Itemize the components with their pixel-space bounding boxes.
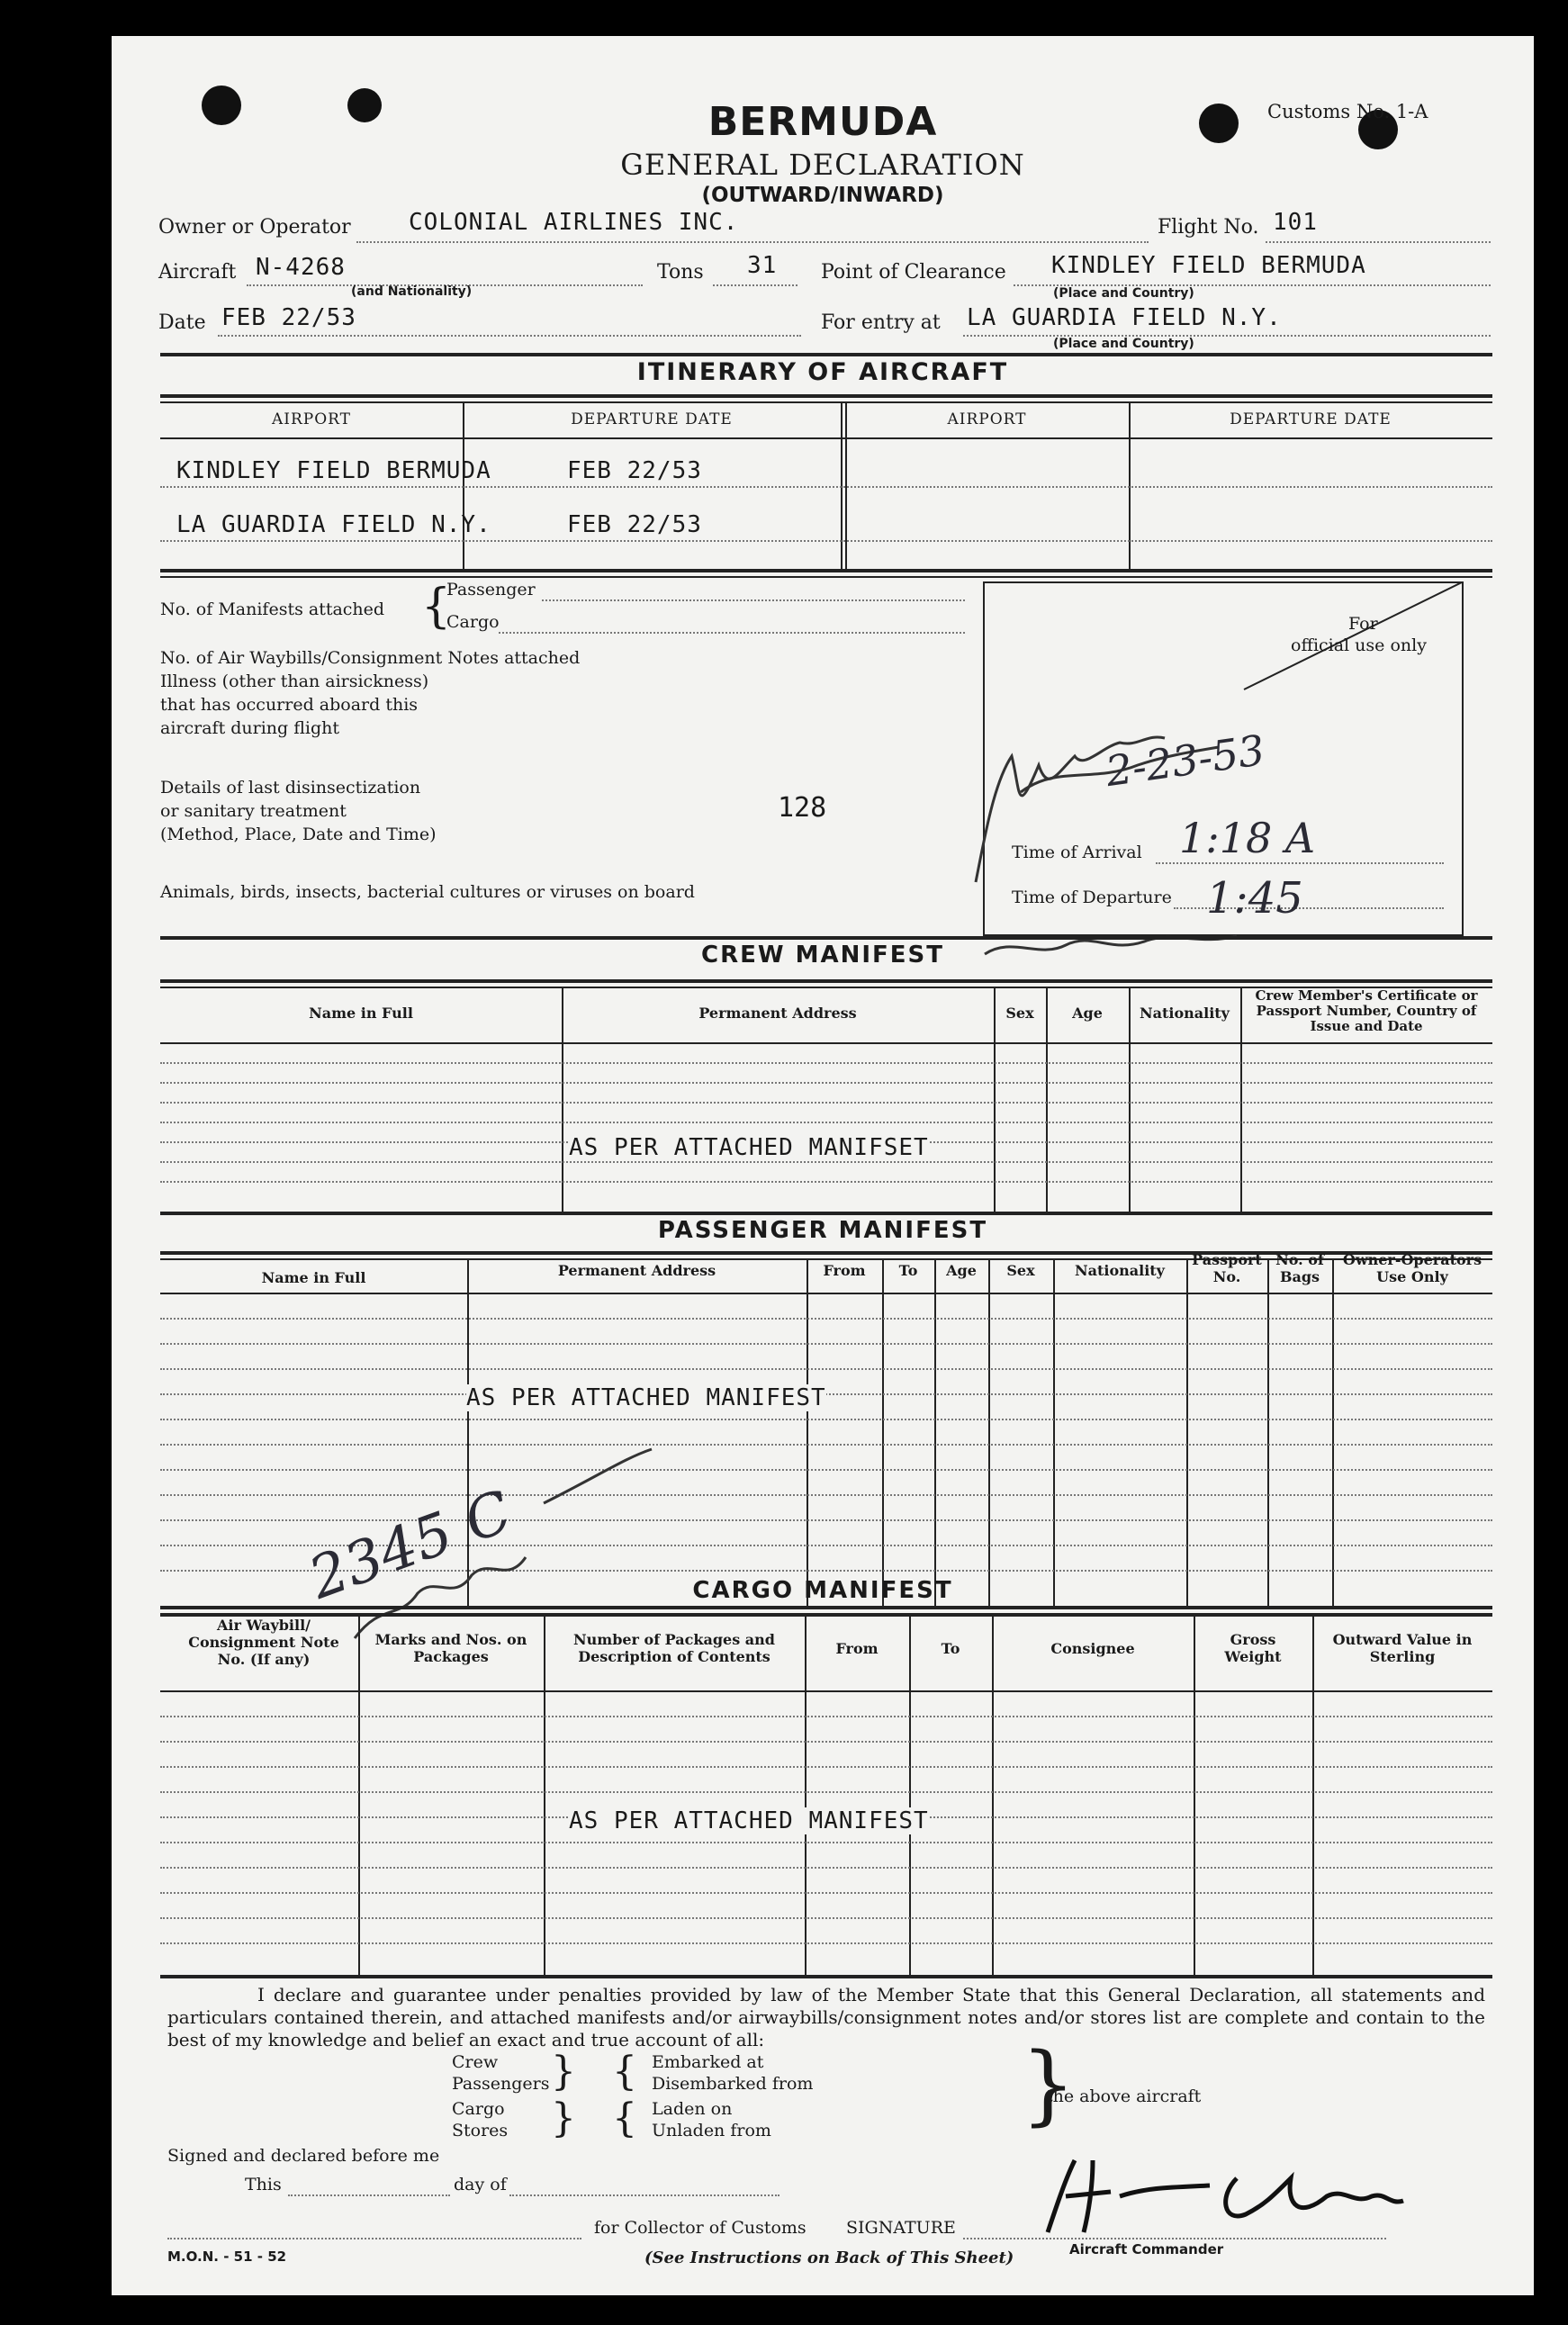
passenger-label: Passenger — [446, 580, 536, 599]
flight-label: Flight No. — [1158, 216, 1259, 239]
itinerary-line — [160, 540, 1492, 542]
disinsect-label: Details of last disinsectization — [160, 778, 421, 798]
crew-line — [160, 1102, 1492, 1104]
passenger-divider — [988, 1258, 990, 1606]
declaration-embarked: Embarked at — [652, 2052, 764, 2072]
brace: } — [551, 2049, 576, 2095]
declaration-text: I declare and guarantee under penalties provided by law of the Member State that this General Declaration, all statements and particulars contained therein, and attached manifests and/or airwaybills/consignment notes and/or stores list are complete and contain to the best of my knowledge and belief an exact and true account of all: — [167, 1984, 1485, 2050]
form-title: BERMUDA — [707, 99, 938, 145]
itinerary-divider — [841, 401, 843, 569]
this-line — [288, 2194, 450, 2196]
itinerary-top-rule — [160, 353, 1492, 356]
cargo-line — [160, 1741, 1492, 1743]
cargo-line — [499, 632, 965, 634]
cargo-divider — [992, 1613, 994, 1975]
passenger-col-sex: Sex — [1006, 1262, 1035, 1279]
day-of-label: day of — [454, 2175, 507, 2194]
waybills-label: No. of Air Waybills/Consignment Notes attached — [160, 648, 581, 668]
passenger-note: AS PER ATTACHED MANIFEST — [466, 1384, 826, 1411]
brace: { — [612, 2049, 637, 2095]
crew-note: AS PER ATTACHED MANIFSET — [569, 1134, 929, 1161]
passenger-col-age: Age — [946, 1262, 977, 1279]
day-of-line — [509, 2194, 779, 2196]
disinsect-value: 128 — [778, 792, 827, 824]
passenger-col-owner: Owner-Operators Use Only — [1342, 1251, 1482, 1285]
date-line — [218, 335, 801, 337]
passenger-line — [160, 1419, 1492, 1420]
cargo-col-value: Outward Value in Sterling — [1332, 1631, 1473, 1665]
itinerary-rule — [160, 401, 1492, 403]
declaration-stores: Stores — [452, 2121, 509, 2140]
form-number: M.O.N. - 51 - 52 — [167, 2248, 287, 2265]
cargo-label: Cargo — [446, 612, 500, 632]
crew-line — [160, 1181, 1492, 1183]
form-subtitle: GENERAL DECLARATION — [620, 148, 1025, 182]
crew-col-address: Permanent Address — [698, 1005, 857, 1022]
crew-rule — [160, 979, 1492, 983]
clearance-value: KINDLEY FIELD BERMUDA — [1051, 252, 1366, 279]
passenger-line — [160, 1318, 1492, 1320]
cargo-header-rule — [160, 1690, 1492, 1692]
tons-label: Tons — [657, 261, 704, 284]
customs-number: Customs No. 1-A — [1267, 101, 1428, 122]
cargo-note: AS PER ATTACHED MANIFEST — [569, 1807, 929, 1834]
disinsect-label: or sanitary treatment — [160, 801, 347, 821]
cargo-line — [160, 1867, 1492, 1869]
tons-line — [713, 284, 798, 286]
cargo-divider — [544, 1613, 545, 1975]
entry-value: LA GUARDIA FIELD N.Y. — [967, 304, 1282, 331]
cargo-line — [160, 1917, 1492, 1919]
this-label: This — [245, 2175, 282, 2194]
passenger-col-nationality: Nationality — [1075, 1262, 1165, 1279]
entry-note: (Place and Country) — [1053, 337, 1194, 351]
brace: { — [421, 580, 452, 634]
itinerary-airport-2: LA GUARDIA FIELD N.Y. — [176, 511, 491, 538]
passenger-col-passport: Passport No. — [1192, 1251, 1262, 1285]
cargo-line — [160, 1942, 1492, 1944]
aircraft-note: (and Nationality) — [351, 284, 473, 299]
arrival-label: Time of Arrival — [1012, 843, 1142, 862]
passenger-divider — [1186, 1258, 1188, 1606]
cargo-col-consignee: Consignee — [1050, 1640, 1135, 1657]
official-for: For — [1348, 614, 1378, 634]
hand-departure: 1:45 — [1206, 873, 1303, 924]
illness-label: Illness (other than airsickness) — [160, 671, 429, 691]
illness-label: that has occurred aboard this — [160, 695, 419, 715]
commander-signature — [1030, 2142, 1408, 2241]
cargo-col-to: To — [941, 1640, 960, 1657]
collector-label: for Collector of Customs — [594, 2218, 807, 2238]
passenger-divider — [1053, 1258, 1055, 1606]
declaration-disembarked: Disembarked from — [652, 2074, 814, 2094]
passenger-divider — [1267, 1258, 1269, 1606]
itinerary-col-airport: AIRPORT — [271, 410, 351, 428]
owner-value: COLONIAL AIRLINES INC. — [409, 209, 739, 236]
passenger-title: PASSENGER MANIFEST — [657, 1217, 988, 1244]
owner-line — [356, 241, 1149, 243]
entry-label: For entry at — [821, 311, 941, 334]
flight-line — [1266, 241, 1491, 243]
itinerary-header-rule — [160, 437, 1492, 439]
crew-title: CREW MANIFEST — [700, 942, 944, 969]
hand-arrival: 1:18 A — [1179, 814, 1316, 862]
itinerary-airport-1: KINDLEY FIELD BERMUDA — [176, 457, 491, 484]
brace: } — [1021, 2034, 1077, 2135]
itinerary-bottom-rule — [160, 576, 1492, 578]
cargo-line — [160, 1892, 1492, 1894]
itinerary-col-departure: DEPARTURE DATE — [1230, 410, 1392, 428]
date-label: Date — [158, 311, 206, 334]
passenger-line — [160, 1343, 1492, 1345]
itinerary-date-1: FEB 22/53 — [567, 457, 702, 484]
cargo-line — [160, 1766, 1492, 1768]
itinerary-col-departure: DEPARTURE DATE — [571, 410, 733, 428]
instructions-note: (See Instructions on Back of This Sheet) — [644, 2248, 1014, 2267]
form-direction: (OUTWARD/INWARD) — [701, 184, 944, 207]
cargo-title: CARGO MANIFEST — [692, 1577, 953, 1604]
clearance-label: Point of Clearance — [821, 261, 1006, 284]
crew-line — [160, 1062, 1492, 1064]
passenger-top-rule — [160, 1212, 1492, 1215]
passenger-divider — [882, 1258, 884, 1606]
brace: } — [551, 2095, 576, 2141]
crew-line — [160, 1082, 1492, 1084]
cargo-col-contents: Number of Packages and Description of Contents — [573, 1631, 775, 1665]
itinerary-col-airport: AIRPORT — [947, 410, 1027, 428]
cargo-col-marks: Marks and Nos. on Packages — [374, 1631, 527, 1665]
itinerary-title: ITINERARY OF AIRCRAFT — [636, 358, 1009, 386]
entry-line — [963, 335, 1491, 337]
cargo-rule — [160, 1613, 1492, 1617]
cargo-line — [160, 1842, 1492, 1843]
signature-label: SIGNATURE — [846, 2218, 956, 2238]
crew-col-name: Name in Full — [309, 1005, 413, 1022]
declaration-passengers: Passengers — [452, 2074, 550, 2094]
cargo-divider — [909, 1613, 911, 1975]
clearance-note: (Place and Country) — [1053, 286, 1194, 301]
cargo-top-rule — [160, 1606, 1492, 1609]
cargo-col-weight: Gross Weight — [1224, 1631, 1282, 1665]
passenger-col-address: Permanent Address — [557, 1262, 716, 1279]
declaration-unladen: Unladen from — [652, 2121, 771, 2140]
official-use-label: official use only — [1291, 635, 1427, 655]
itinerary-date-2: FEB 22/53 — [567, 511, 702, 538]
cargo-divider — [805, 1613, 807, 1975]
passenger-line — [160, 1393, 1492, 1395]
cargo-line — [160, 1716, 1492, 1717]
crew-col-certificate: Crew Member's Certificate or Passport Number, Country of Issue and Date — [1255, 987, 1478, 1034]
declaration-crew: Crew — [452, 2052, 499, 2072]
passenger-col-to: To — [898, 1262, 918, 1279]
owner-label: Owner or Operator — [158, 216, 351, 239]
passenger-line — [160, 1368, 1492, 1370]
passenger-divider — [1332, 1258, 1334, 1606]
itinerary-rule — [160, 394, 1492, 398]
aircraft-value: N-4268 — [256, 254, 346, 281]
crew-line — [160, 1161, 1492, 1163]
commander-label: Aircraft Commander — [1069, 2241, 1224, 2257]
crew-top-rule — [160, 936, 1492, 940]
cargo-bottom-rule — [160, 1975, 1492, 1978]
cargo-line — [160, 1791, 1492, 1793]
animals-label: Animals, birds, insects, bacterial cultures or viruses on board — [160, 882, 695, 902]
declaration-laden: Laden on — [652, 2099, 733, 2119]
crew-col-sex: Sex — [1005, 1005, 1034, 1022]
cargo-col-waybill: Air Waybill/ Consignment Note No. (If any) — [188, 1617, 339, 1668]
crew-header-rule — [160, 1042, 1492, 1044]
declaration-cargo: Cargo — [452, 2099, 505, 2119]
signed-declared: Signed and declared before me — [167, 2146, 440, 2166]
cargo-divider — [1312, 1613, 1314, 1975]
illness-label: aircraft during flight — [160, 718, 340, 738]
itinerary-line — [160, 486, 1492, 488]
passenger-header-rule — [160, 1293, 1492, 1294]
passenger-col-bags: No. of Bags — [1275, 1251, 1324, 1285]
cargo-col-from: From — [835, 1640, 879, 1657]
brace: { — [612, 2095, 637, 2141]
tons-value: 31 — [747, 252, 778, 279]
cargo-divider — [1194, 1613, 1195, 1975]
crew-col-nationality: Nationality — [1140, 1005, 1230, 1022]
crew-col-age: Age — [1072, 1005, 1103, 1022]
passenger-divider — [807, 1258, 808, 1606]
departure-label: Time of Departure — [1012, 888, 1172, 907]
disinsect-label: (Method, Place, Date and Time) — [160, 825, 437, 844]
collector-line — [167, 2238, 581, 2239]
declaration-tail: the above aircraft — [1046, 2086, 1202, 2106]
passenger-line — [542, 599, 965, 601]
passenger-col-from: From — [823, 1262, 866, 1279]
passenger-hand-note: 2345 C — [301, 1478, 520, 1613]
declaration-sheet — [112, 36, 1534, 2295]
aircraft-label: Aircraft — [158, 261, 237, 284]
crew-line — [160, 1122, 1492, 1123]
cargo-divider — [358, 1613, 360, 1975]
itinerary-bottom-rule — [160, 569, 1492, 572]
date-value: FEB 22/53 — [221, 304, 356, 331]
flight-value: 101 — [1273, 209, 1318, 236]
passenger-divider — [934, 1258, 936, 1606]
hand-date: 2-23-53 — [1103, 725, 1268, 797]
manifests-label: No. of Manifests attached — [160, 599, 385, 619]
passenger-col-name: Name in Full — [261, 1269, 366, 1286]
